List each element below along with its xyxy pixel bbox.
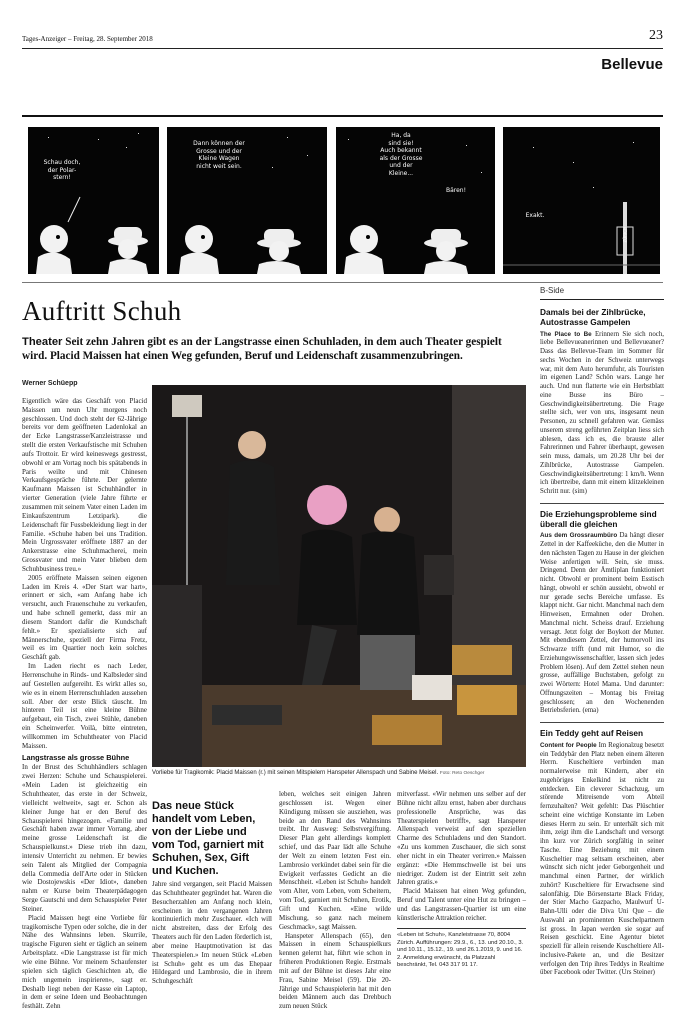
paragraph: 2005 eröffnete Maissen seinen eigenen Laden im Kreis 4. «Der Start war hart», erinnert er sich, «am Anfang habe ich versucht, auch Frauenschuhe zu verkaufen, und habe schnell gemerkt, dass mir an diesem Standort dafür die Kundschaft fehlt.» Er spezialisierte sich auf Männerschuhe, speziell der Firma Fretz, weil es im Quartier noch kein solches Geschäft gab. bbox=[22, 573, 147, 662]
event-info-box: «Leben ist Schuh», Kanzleistrasse 70, 8004 Zürich. Aufführungen: 29.9., 6., 13. und 20.10., 3. und 10.11., 15.12., 19. und 26.1.2019, 9. und 16. 2. Anmeldung erwünscht, da Platzzahl beschränkt, Tel. 043 317 91 17. bbox=[397, 928, 526, 970]
speech-bubble: Schau doch, der Polar- stern! bbox=[43, 159, 81, 181]
photo-illustration bbox=[152, 385, 526, 767]
paragraph: mitverfasst. «Wir nehmen uns selber auf der Bühne nicht allzu ernst, haben aber durchaus professionelle Ansprüche, was das Theaterspielen betrifft», sagt Hanspeter Allenspach verweist auf den speziellen Charme des Schuhladens und den Standort. «Zu uns kommen Zuschauer, die sich sonst eher nicht in ein Theater verirren.» Maissen ergänzt: «Die Hemmschwelle ist bei uns niedriger. Zudem ist der Eintritt seit zehn Jahren gratis.» bbox=[397, 790, 526, 887]
comic-characters bbox=[336, 187, 495, 274]
sidebar-body: Da hängt dieser Zettel in der Kaffeeküche, den die Mutter in den nächsten Tagen zu Hause in der gleichen Weise anfertigen will. Sein, sie muss. Dringend. Denn der Ämtliplan funktioniert nicht. Obwohl er prominent beim Esstisch hängt, obwohl er schön aussieht, obwohl er nur gerade sechs Bereiche umfasse. Es klappt nicht. Gar nicht. Manchmal nach dem Hinweisen, Ermahnen oder Drohen. Manchmal nicht. Scheiss drauf. Erziehung versagt. Jetzt folgt der Boykott der Mutter. Mit ebendiesem Zettel, der humorvoll ins Schwarze trifft (und mit Humor, so die Erziehungswissenschaftler, lassen sich jedes Problem lösen). Auf dem Zettel stehen neun grosse, auffällige Buchstaben, gefolgt zu zwei Wörtern: Hotel Mama. Und darunter: Öffnungszeiten – Montag bis Freitag geschlossen; an den Wochenenden Betriebsferien. (ema) bbox=[540, 532, 664, 715]
speech-bubble: Ha, da sind sie! Auch bekannt als der Grosse und der Kleine... bbox=[379, 132, 423, 177]
masthead: Tages-Anzeiger – Freitag, 28. September 2018 bbox=[22, 35, 153, 43]
comic-divider bbox=[22, 282, 663, 283]
paragraph: Placid Maissen hat einen Weg gefunden, Beruf und Talent unter eine Hut zu bringen – und das Langstrassen-Quartier ist um eine künstlerische Attraktion reicher. bbox=[397, 887, 526, 922]
paragraph: Im Laden riecht es nach Leder, Herrenschuhe in Rinds- und Kalbsleder sind auf Gestellen aufgereiht. Es wirkt alles so, wie es in einem Herrenschuhladen aussehen soll. Aber der erste Blick täuscht. Im hinteren Teil ist eine kleine Bühne aufgebaut, ein Tisch, zwei Stühle, daneben ein Scheinwerfer. Voilà, bitte eintreten, willkommen im Schuhtheater von Placid Maissen. bbox=[22, 662, 147, 750]
article-kicker: Theater bbox=[22, 336, 63, 348]
speech-bubble-2: Bären! bbox=[445, 187, 467, 194]
article-photo bbox=[152, 385, 526, 767]
page-number: 23 bbox=[649, 28, 663, 43]
lead-text: Seit zehn Jahren gibt es an der Langstrasse einen Schuhladen, in dem auch Theater gespielt wird. Placid Maissen hat einen Weg gefunden, Beruf und Leidenschaft zusammenzubringen. bbox=[22, 336, 502, 362]
byline: Werner Schüepp bbox=[22, 380, 78, 387]
sidebar-headline: Damals bei der Zihlbrücke, Autostrasse Gampelen bbox=[540, 307, 646, 327]
sidebar-body: Im Regionalzug besetzt ein Teddybär den Platz neben einem älteren Herrn. Kuscheltiere verbinden man normalerweise mit Kindern, aber ein zugehöriges Enkelkind ist nicht zu entdecken. Ein cleverer Schachzug, um störende Mitreisende vom Abteil fernzuhalten? Weit gefehlt: Das Plüschtier scheint eine wichtige Konstante im Leben dieses Herrn zu sein. Er unterhält sich mit ihm, zeigt ihm die Landschaft und versorgt ihn kurz vor Zürich sorgfältig in seiner Tasche. Eine Beziehung mit einem Kuscheltier mag seltsam erscheinen, aber wünscht sich nicht jeder Geborgenheit und manchmal einen Partner, der wirklich zuhört? Kuscheltiere für Erwachsene sind salonfähig. Die Börsenstarte Black Friday, der Stier Macho Gazpacho, Maulwurf U-Bahn-Ulli oder die Diva Uni Que – die Auswahl an prominenten Kuschelpartnern ist gross. In Japan werden sie sogar auf Reisen geschickt. Eine Agentur bietet speziell für allein reisende Kuscheltiere All-inclusive-Pakete an, und die Besitzer verfolgen den Trip ihres Teddys in Realtime über Facebook oder Twitter. (Urs Steiner) bbox=[540, 741, 664, 977]
sidebar-kicker: Content for People bbox=[540, 741, 597, 749]
b-side-sidebar bbox=[540, 286, 664, 984]
paragraph: Eigentlich wäre das Geschäft von Placid Maissen um neun Uhr morgens noch geschlossen. Und doch steht der 62-Jährige bereits vor dem geöffneten Ladenlokal an der Ecke Langstrasse/Kanzleistrasse und stellt die ersten Verkaufstische mit Schuhen aufs Trottoir. Er wird keineswegs gestresst, obwohl er am Vortag noch bis spätabends in Paris weilte und mit Chinesen Verkaufsgespräche führte. Der gelernte Kaufmann Maissen ist Schuhhändler in vierter Generation (viele Jahre führte er zusammen mit seinem Vater einen Laden im Einkaufszentrum Letzipark). die Leidenschaft für Fussbekleidung liegt in der Familie. «Schuhe haben bei uns Tradition. Mein Urgrossvater eröffnete 1887 an der Ankerstrasse eine Schuhmacherei, mein Grossvater und mein Vater blieben dem Schuhbusiness treu.» bbox=[22, 396, 147, 573]
paragraph: Hanspeter Allenspach (65), den Maissen in einem Schauspielkurs kennen gelernt hat, führt wie schon in früheren Produktionen Regie. Erstmals mit auf der Bühne ist dieses Jahr eine Frau, Sabine Meisel (59). Die 20-Jährige und Schauspielerin hat mit den beiden Männern auch das Drehbuch zum neuen Stück bbox=[279, 931, 391, 1011]
article-column-4 bbox=[397, 790, 526, 923]
comic-characters bbox=[28, 187, 159, 274]
sidebar-label: B-Side bbox=[540, 286, 664, 300]
header-rule bbox=[22, 48, 663, 49]
comic-panel-3 bbox=[336, 127, 495, 274]
pull-quote: Das neue Stück handelt vom Leben, von der Liebe und vom Tod, garniert mit Schuhen, Sex, Gift und Kuchen. bbox=[152, 800, 264, 877]
sidebar-kicker: Aus dem Grossraumbüro bbox=[540, 532, 618, 540]
article-headline: Auftritt Schuh bbox=[22, 296, 182, 326]
section-title: Bellevue bbox=[601, 56, 663, 73]
paragraph: In der Brust des Schuhhändlers schlagen zwei Herzen: Schuhe und Schauspielerei. «Mein Laden ist gleichzeitig ein Schuhtheater, das erste in der Schweiz, vielleicht weltweit», sagt er. Schon als kleiner Junge hat er den Beruf des Schauspielerei hingezogen. «Familie und Geschäft haben zwar immer Vorrang, aber meine grosse Leidenschaft ist die Schauspielkunst.» Diese trieb ihn dazu, intensiv Unterricht zu nehmen. Er bewies sein Talent als Mitglied der Compagnia della Commedia dell'Arte oder in Stücken wie Dostojewskis «Der Idiot», daneben nahm er Kurse beim Theaterpädagogen Serge Gautschi und dem Schauspieler Peter Steiner. bbox=[22, 763, 147, 913]
sidebar-text bbox=[540, 331, 664, 497]
article-column-3 bbox=[279, 790, 391, 1011]
sidebar-text bbox=[540, 742, 664, 978]
article-column-1 bbox=[22, 380, 147, 1011]
sidebar-body: Erinnern Sie sich noch, liebe Bellevueanerinnen und Bellevueaner? Dass das Bellevue-Team im Sommer für sechs Wochen in der Schweiz unterwegs war, mit dem Auto herumfuhr, als Touristen im eigenen Land? Schön wars. Lange her auch. Und nun flatterte wie ein Herbstblatt eine Busse ins Büro – Geschwindigkeitsübertretung. Die Frage stellte sich, wer von uns, insgesamt neun Personen, zu schnell gefahren war. Gemäss unserem streng geführten Zeitplan liess sich ablesen, dass ich es, die brauste aller Fahrerinnen und Fahrer überhaupt, gewesen sein muss, damals, um 20.28 Uhr bei der Zihlbrücke, Autostrasse Gampelen. Geschwindigkeitsübertretung: 1 km/h. Wenn ich übertreibe, dann mit einem klitzekleinen Schritt nur. (sim) bbox=[540, 330, 664, 496]
comic-characters bbox=[167, 187, 327, 274]
sidebar-headline: Die Erziehungsprobleme sind überall die gleichen bbox=[540, 508, 657, 529]
comic-panel-2 bbox=[167, 127, 327, 274]
article-column-2 bbox=[152, 880, 272, 986]
paragraph: leben, welches seit einigen Jahren geschlossen ist. Wegen einer Kündigung müssen sie ausziehen, was beide an den Rand des Wahnsinns treibt. Ihr Ausweg: Selbstvergiftung. Dieser Plan geht allerdings komplett schief, und das Paar lädt alle Schuhe der Welt zu einem letzten Fest ein. Lambrosio verkündet dabei sein für die Ewigkeit verfasstes Gedicht an die Menschheit. «Leben ist Schuh» handelt vom Alter, vom Leben, vom Scheitern, vom Tod, garniert mit Schuhen, Erotik, Gift und Kuchen. «Eine wilde Mischung, so ganz nach meinem Geschmack», sagt Maissen. bbox=[279, 790, 391, 931]
paragraph: Jahre sind vergangen, seit Placid Maissen das Schuhtheater gegründet hat. Waren die Besucherzahlen am Anfang noch klein, erscheinen in den vergangenen Jahren kontinuierlich mehr Zuschauer. «Ich will nicht abstreiten, dass der Erfolg des Theaters auch für den Laden förderlich ist, aber meine Hauptmotivation ist das Theaterspielen.» Im neuen Stück «Leben ist Schuh» geht es um das Ehepaar Hildegard und Lambrosio, die in ihrem Schuhgeschäft bbox=[152, 880, 272, 986]
comic-panel-1 bbox=[28, 127, 159, 274]
photo-caption bbox=[152, 770, 526, 776]
subheading: Langstrasse als grosse Bühne bbox=[22, 752, 130, 762]
caption-text: Vorliebe für Tragikomik: Placid Maissen (r.) mit seinen Mitspielern Hanspeter Allenspach und Sabine Meisel. bbox=[152, 770, 439, 776]
sidebar-text bbox=[540, 532, 664, 716]
sidebar-headline: Ein Teddy geht auf Reisen bbox=[540, 728, 644, 739]
sidebar-divider bbox=[540, 722, 664, 723]
section-rule bbox=[22, 115, 663, 117]
photo-credit: Foto: Reto Oeschger bbox=[439, 771, 485, 776]
speech-bubble: Exakt. bbox=[525, 212, 545, 219]
speech-bubble: Dann können der Grosse und der Kleine Wagen nicht weit sein. bbox=[193, 140, 245, 170]
comic-panel-4 bbox=[503, 127, 660, 274]
sidebar-kicker: The Place to Be bbox=[540, 330, 592, 338]
sidebar-divider bbox=[540, 503, 664, 504]
comic-road-sign bbox=[503, 127, 660, 274]
article-lead bbox=[22, 335, 522, 363]
paragraph: Placid Maissen hegt eine Vorliebe für tragikomische Typen oder solche, die in der Nähe des Wahnsinns leben. Skurrile, tragische Figuren sieht er täglich an seinem Arbeitsplatz. «Die Langstrasse ist für mich wie eine Bühne. Vor meinem Schaufenster spielen sich täglich Geschichten ab, die mich ungemein inspirieren», sagt er. Deshalb liegt neben der Kasse ein Laptop, in dem er seine Ideen und Beobachtungen festhält. Zehn bbox=[22, 913, 147, 1011]
road-sign-text: ZÜRICH bbox=[622, 227, 628, 243]
